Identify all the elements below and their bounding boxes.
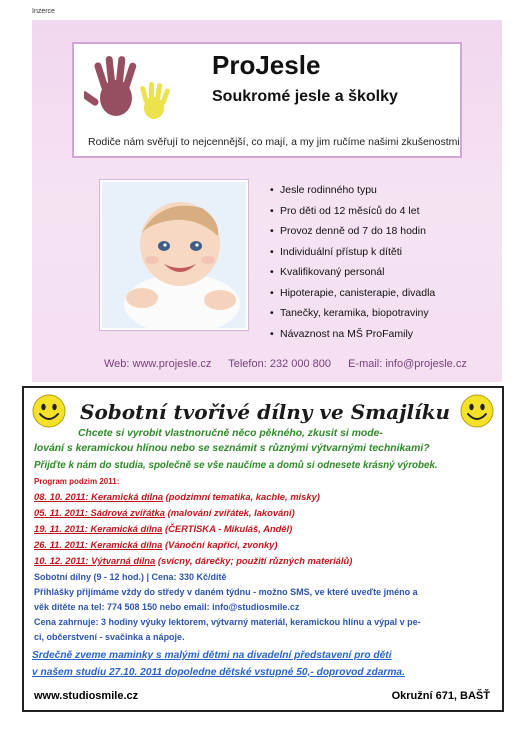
event-date: 19. 11. 2011: Keramická dílna <box>34 523 163 534</box>
web-link[interactable]: Web: www.projesle.cz <box>104 358 212 370</box>
event-item <box>34 555 352 566</box>
intro-line: lování s keramickou hlínou nebo se seznámit s různými výtvarnými technikami? <box>34 443 430 454</box>
program-label: Program podzim 2011: <box>34 477 120 486</box>
event-item <box>34 507 295 518</box>
email-link[interactable]: E-mail: info@projesle.cz <box>348 358 467 370</box>
phone-number: Telefon: 232 000 800 <box>228 358 332 370</box>
baby-photo <box>100 180 248 330</box>
workshop-title: Sobotní tvořivé dílny ve Smajlíku <box>80 400 451 424</box>
brand-name: ProJesle <box>212 50 321 80</box>
projesle-contacts <box>104 358 481 370</box>
event-note: (malování zvířátek, lakování) <box>164 507 295 518</box>
feature-item: • Jesle rodinného typu <box>270 180 435 201</box>
event-date: 26. 11. 2011: Keramická dílna <box>34 539 163 550</box>
smiley-icon <box>32 394 66 428</box>
event-note: (Vánoční kapříci, zvonky) <box>162 539 278 550</box>
feature-item: • Individuální přístup k dítěti <box>270 242 435 263</box>
event-note: (ČERTISKA - Mikuláš, Anděl) <box>162 523 293 534</box>
info-line: věk dítěte na tel: 774 508 150 nebo email: info@studiosmile.cz <box>34 602 300 612</box>
feature-item: • Hipoterapie, canisterapie, divadla <box>270 283 435 304</box>
promo-line: v našem studiu 27.10. 2011 dopoledne dětské vstupné 50,- doprovod zdarma. <box>32 667 405 678</box>
info-line: Sobotní dílny (9 - 12 hod.) | Cena: 330 Kč/dítě <box>34 572 227 582</box>
event-date: 10. 12. 2011: Výtvarná dílna <box>34 555 156 566</box>
smajlik-ad <box>22 386 504 712</box>
event-note: (podzimní tematika, kachle, misky) <box>163 491 320 502</box>
studio-website[interactable]: www.studiosmile.cz <box>34 690 139 702</box>
feature-item: • Návaznost na MŠ ProFamily <box>270 324 435 345</box>
brand-subtitle: Soukromé jesle a školky <box>212 88 398 105</box>
smiley-icon <box>460 394 494 428</box>
baby-illustration <box>102 182 246 328</box>
projesle-header <box>72 42 462 158</box>
hand-prints-icon <box>84 52 174 124</box>
event-date: 08. 10. 2011: Keramická dílna <box>34 491 164 502</box>
feature-item: • Pro děti od 12 měsíců do 4 let <box>270 201 435 222</box>
intro-line: Přijďte k nám do studia, společně se vše naučíme a domů si odnesete krásný výrobek. <box>34 460 438 471</box>
features-list <box>270 180 435 344</box>
info-line: Přihlášky přijímáme vždy do středy v daném týdnu - možno SMS, ve které uveďte jméno a <box>34 587 418 597</box>
projesle-ad <box>32 20 502 382</box>
feature-item: • Provoz denně od 7 do 18 hodin <box>270 221 435 242</box>
ad-label: Inzerce <box>32 8 55 15</box>
event-note: (svícny, dárečky; použití různých materiálů) <box>155 555 353 566</box>
event-item <box>34 523 292 534</box>
feature-item: • Tanečky, keramika, biopotraviny <box>270 303 435 324</box>
intro-line: Chcete si vyrobit vlastnoručně něco pěkného, zkusit si mode- <box>78 428 383 439</box>
info-line: Cena zahrnuje: 3 hodiny výuky lektorem, výtvarný materiál, keramickou hlínu a výpal v pe- <box>34 617 421 627</box>
promo-line: Srdečně zveme maminky s malými dětmi na divadelní představení pro děti <box>32 650 392 661</box>
event-date: 05. 11. 2011: Sádrová zvířátka <box>34 507 165 518</box>
feature-item: • Kvalifikovaný personál <box>270 262 435 283</box>
event-item <box>34 491 320 502</box>
tagline: Rodiče nám svěřují to nejcennější, co mají, a my jim ručíme našimi zkušenostmi <box>88 136 460 148</box>
info-line: ci, občerstvení - svačinka a nápoje. <box>34 632 185 642</box>
studio-address: Okružní 671, BAŠŤ <box>391 690 490 702</box>
event-item <box>34 539 278 550</box>
